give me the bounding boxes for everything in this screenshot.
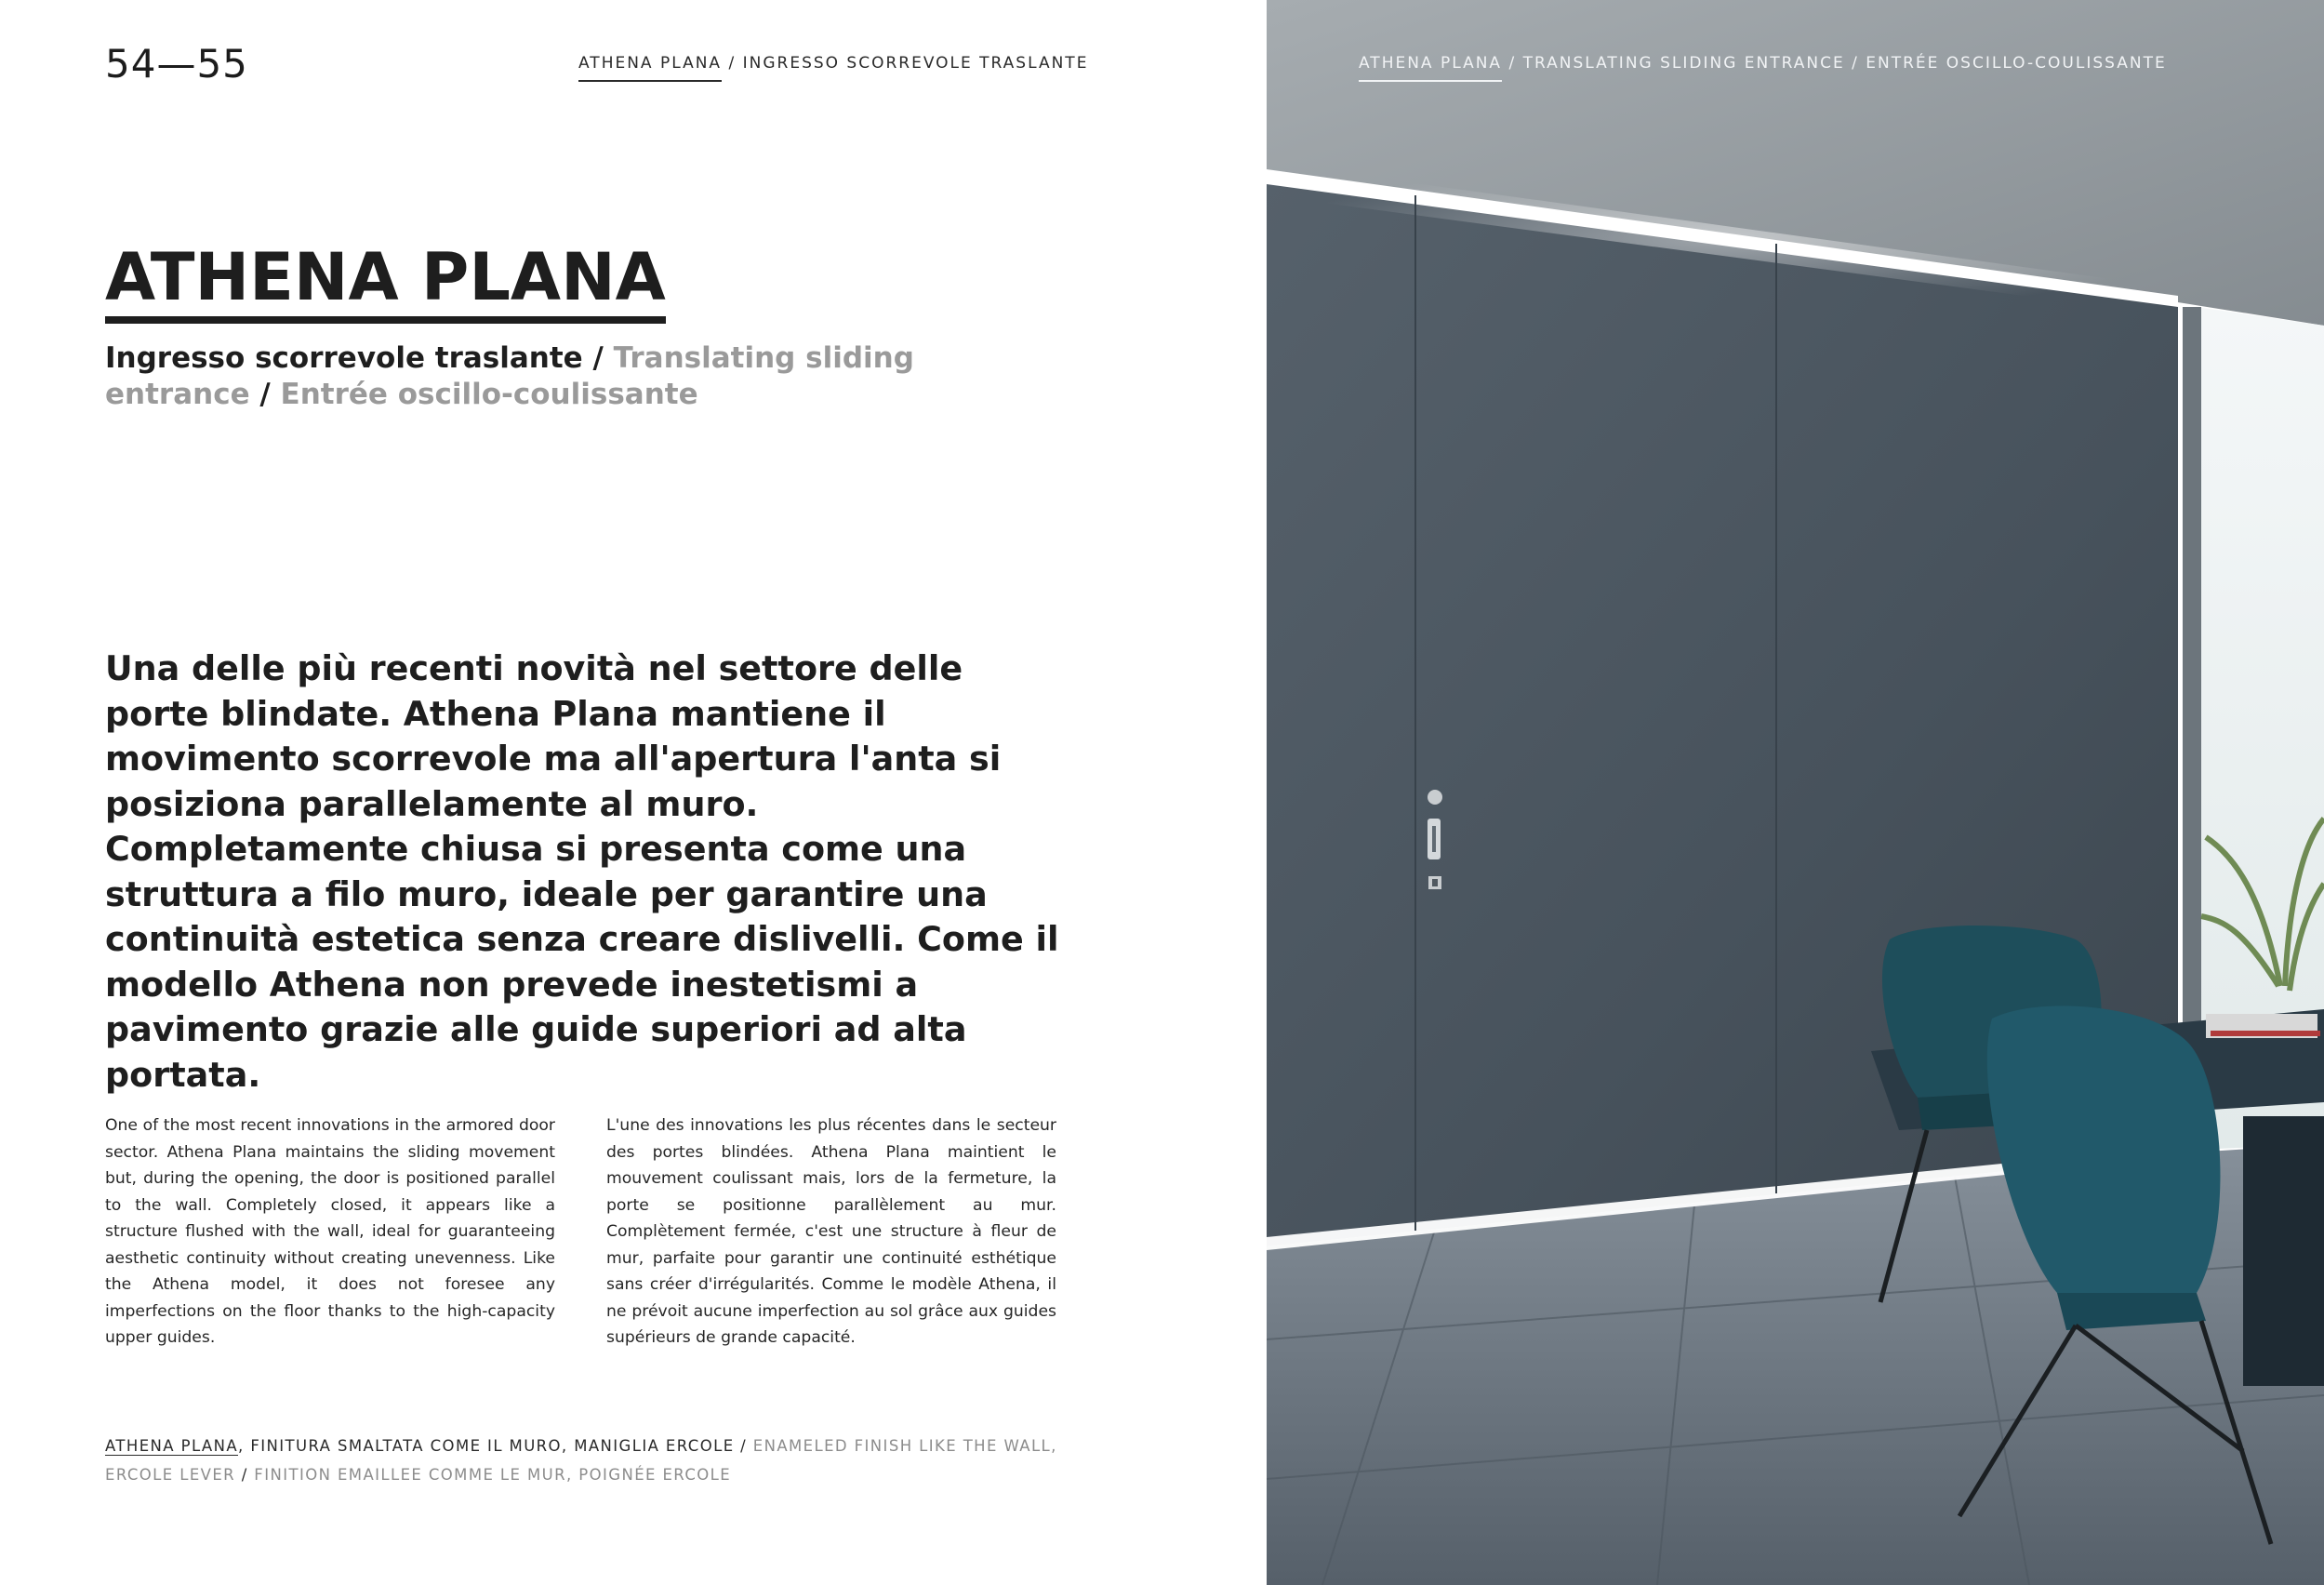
caption-english: ENAMELED FINISH LIKE THE WALL, ERCOLE LEVER <box>105 1437 1057 1484</box>
caption-separator: / <box>734 1437 753 1455</box>
caption-separator: / <box>235 1465 255 1484</box>
running-head-left <box>578 54 1088 73</box>
running-head-left-separator: / <box>722 54 743 73</box>
caption-french: FINITION EMAILLEE COMME LE MUR, POIGNÉE ERCOLE <box>254 1465 732 1484</box>
interior-photo-illustration <box>1267 0 2324 1585</box>
photo-caption <box>105 1432 1063 1489</box>
subtitle-separator: / <box>582 341 614 375</box>
body-english: One of the most recent innovations in the armored door sector. Athena Plana maintains the sliding movement but, during the opening, the door is positioned parallel to the wall. Completely closed, it appears like a structure flushed with the wall, ideal for guaranteeing aesthetic continuity without creating unevenness. Like the Athena model, it does not foresee any imperfections on the floor thanks to the high-capacity upper guides. <box>105 1116 555 1348</box>
running-head-left-product: ATHENA PLANA <box>578 54 722 82</box>
running-head-right-product: ATHENA PLANA <box>1359 54 1502 82</box>
subtitle-separator: / <box>249 377 281 411</box>
running-head-right-rest: TRANSLATING SLIDING ENTRANCE / ENTRÉE OSCILLO-COULISSANTE <box>1522 54 2167 73</box>
subtitle-french: Entrée oscillo-coulissante <box>280 377 698 411</box>
subtitle-english: Translating sliding entrance <box>105 341 914 411</box>
page-title: ATHENA PLANA <box>105 244 666 324</box>
page-number: 54—55 <box>105 41 248 87</box>
caption-product-name: ATHENA PLANA <box>105 1437 239 1455</box>
running-head-right-separator: / <box>1502 54 1523 73</box>
running-head-left-rest: INGRESSO SCORREVOLE TRASLANTE <box>742 54 1089 73</box>
subtitle <box>105 340 1063 413</box>
interior-photo <box>1267 0 2324 1585</box>
subtitle-italian: Ingresso scorrevole traslante <box>105 341 583 375</box>
lead-paragraph: Una delle più recenti novità nel settore delle porte blindate. Athena Plana mantiene il movimento scorrevole ma all'apertura l'anta si posiziona parallelamente al muro. Completamente chiusa si presenta come una struttura a filo muro, ideale per garantire una continuità estetica senza creare dislivelli. Come il modello Athena non prevede inestetismi a pavimento grazie alle guide superiori ad alta portata. <box>105 648 1059 1095</box>
running-head-right <box>1359 54 2167 73</box>
caption-italian: , FINITURA SMALTATA COME IL MURO, MANIGLIA ERCOLE <box>238 1437 735 1455</box>
body-french: L'une des innovations les plus récentes dans le secteur des portes blindées. Athena Plana maintient le mouvement coulissant mais, lors de la fermeture, la porte se positionne parallèlement au mur. Complètement fermée, c'est une structure à fleur de mur, parfaite pour garantir une continuité esthétique sans créer d'irrégularités. Comme le modèle Athena, il ne prévoit aucune imperfection au sol grâce aux guides supérieurs de grande capacité. <box>606 1116 1056 1348</box>
